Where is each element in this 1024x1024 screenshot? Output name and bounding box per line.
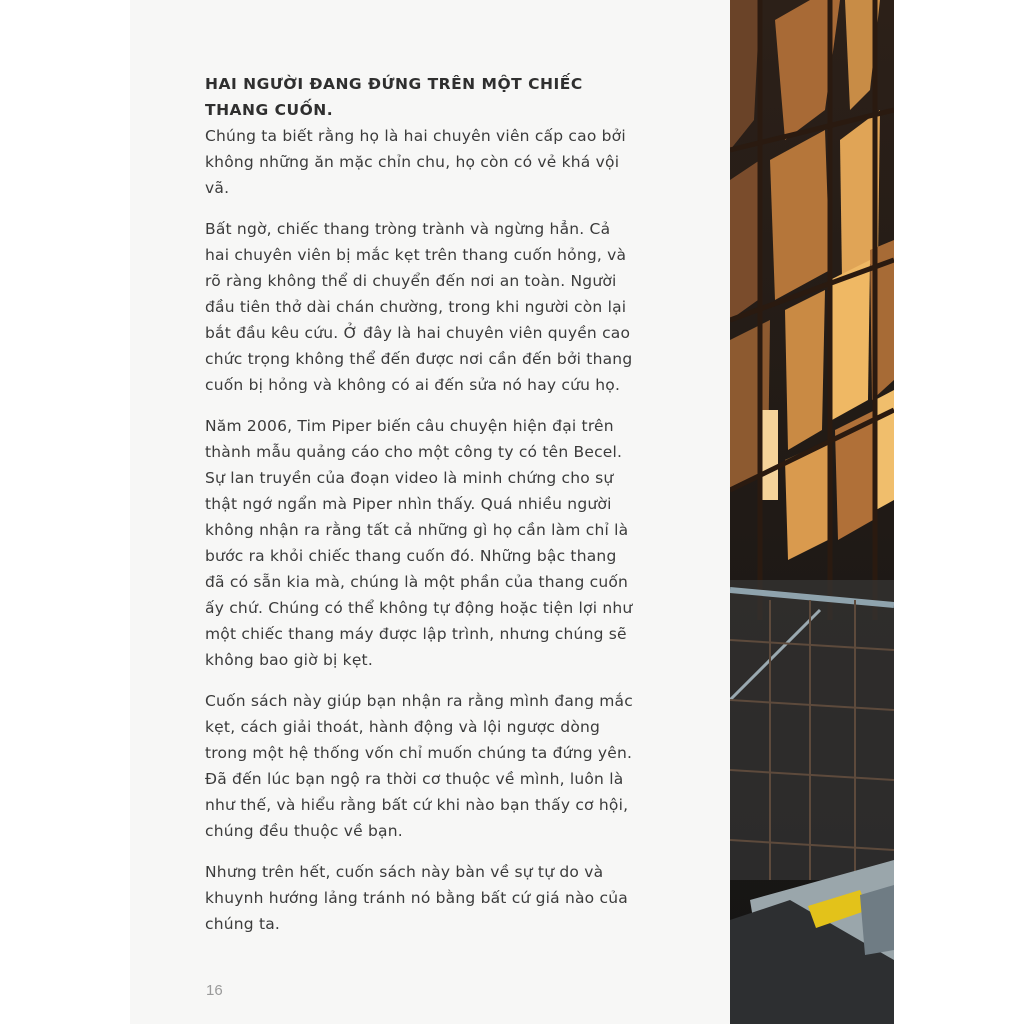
escalator-photo <box>730 0 894 1024</box>
body-text <box>205 71 635 952</box>
paragraph-4: Cuốn sách này giúp bạn nhận ra rằng mình đang mắc kẹt, cách giải thoát, hành động và lội ngược dòng trong một hệ thống vốn chỉ muốn chúng ta đứng yên. Đã đến lúc bạn ngộ ra thời cơ thuộc về mình, luôn là như thế, và hiểu rằng bất cứ khi nào bạn thấy cơ hội, chúng đều thuộc về bạn. <box>205 692 633 840</box>
paragraph-1: Chúng ta biết rằng họ là hai chuyên viên cấp cao bởi không những ăn mặc chỉn chu, họ còn có vẻ khá vội vã. <box>205 127 626 197</box>
escalator-photo-image <box>730 0 894 1024</box>
headline: HAI NGƯỜI ĐANG ĐỨNG TRÊN MỘT CHIẾC THANG CUỐN. <box>205 75 583 119</box>
page-number: 16 <box>206 982 223 999</box>
paragraph-3: Năm 2006, Tim Piper biến câu chuyện hiện đại trên thành mẫu quảng cáo cho một công ty có tên Becel. Sự lan truyền của đoạn video là minh chứng cho sự thật ngớ ngẩn mà Piper nhìn thấy. Quá nhiều người không nhận ra rằng tất cả những gì họ cần làm chỉ là bước ra khỏi chiếc thang cuốn đó. Những bậc thang đã có sẵn kia mà, chúng là một phần của thang cuốn ấy chứ. Chúng có thể không tự động hoặc tiện lợi như một chiếc thang máy được lập trình, nhưng chúng sẽ không bao giờ bị kẹt. <box>205 417 633 669</box>
paragraph-5: Nhưng trên hết, cuốn sách này bàn về sự tự do và khuynh hướng lảng tránh nó bằng bất cứ giá nào của chúng ta. <box>205 863 628 933</box>
paragraph-2: Bất ngờ, chiếc thang tròng trành và ngừng hẳn. Cả hai chuyên viên bị mắc kẹt trên thang cuốn hỏng, và rõ ràng không thể di chuyển đến nơi an toàn. Người đầu tiên thở dài chán chường, trong khi người còn lại bắt đầu kêu cứu. Ở đây là hai chuyên viên quyền cao chức trọng không thể đến được nơi cần đến bởi thang cuốn bị hỏng và không có ai đến sửa nó hay cứu họ. <box>205 220 633 394</box>
